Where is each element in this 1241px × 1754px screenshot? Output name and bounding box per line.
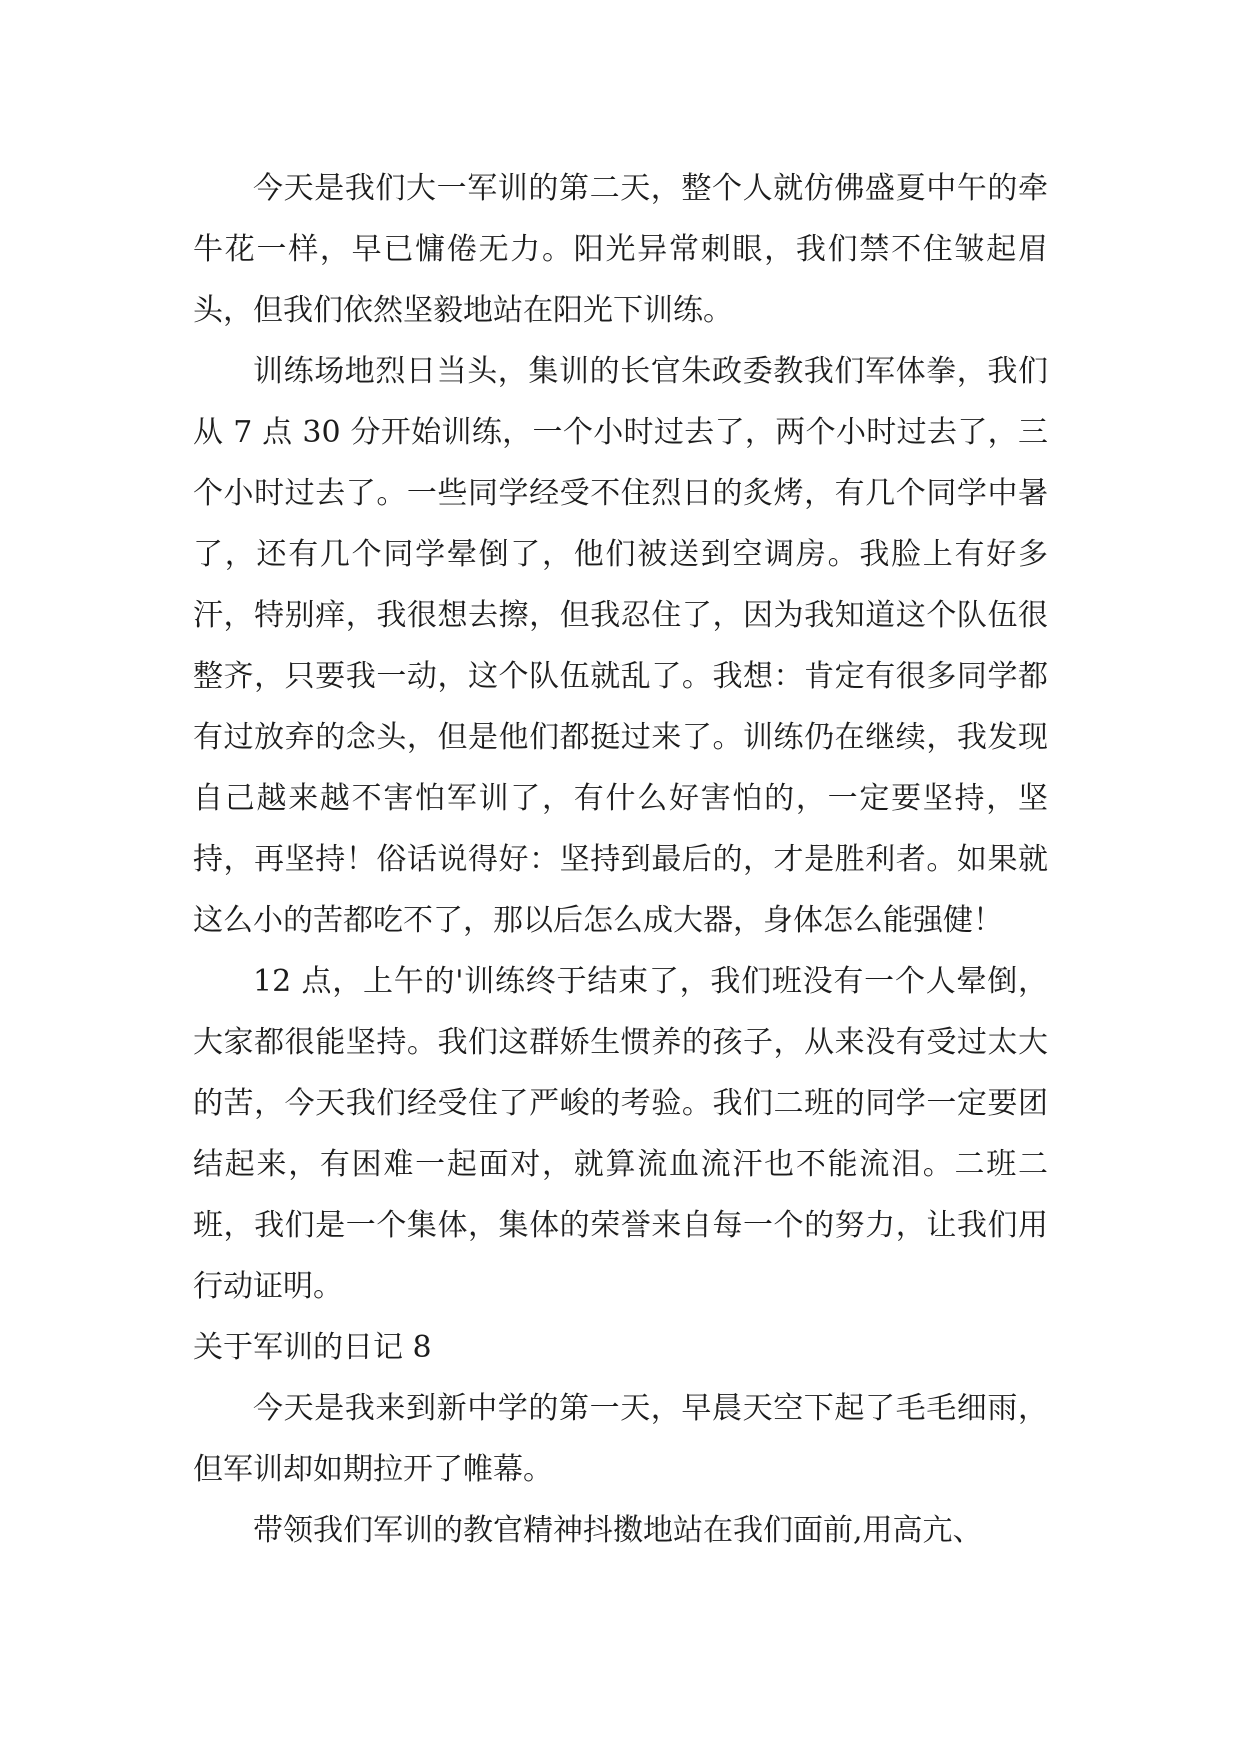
paragraph: 12 点，上午的'训练终于结束了，我们班没有一个人晕倒，大家都很能坚持。我们这群娇生惯养的孩子，从来没有受过太大的苦，今天我们经受住了严峻的考验。我们二班的同学一定要团结起来，有困难一起面对，就算流血流汗也不能流泪。二班二班，我们是一个集体，集体的荣誉来自每一个的努力，让我们用行动证明。 bbox=[193, 964, 1048, 1304]
paragraph: 训练场地烈日当头，集训的长官朱政委教我们军体拳，我们从 7 点 30 分开始训练，一个小时过去了，两个小时过去了，三个小时过去了。一些同学经受不住烈日的炙烤，有几个同学中暑了，还有几个同学晕倒了，他们被送到空调房。我脸上有好多汗，特别痒，我很想去擦，但我忍住了，因为我知道这个队伍很整齐，只要我一动，这个队伍就乱了。我想：肯定有很多同学都有过放弃的念头，但是他们都挺过来了。训练仍在继续，我发现自己越来越不害怕军训了，有什么好害怕的，一定要坚持，坚持，再坚持！俗话说得好：坚持到最后的，才是胜利者。如果就这么小的苦都吃不了，那以后怎么成大器，身体怎么能强健！ bbox=[193, 354, 1048, 938]
paragraph: 带领我们军训的教官精神抖擞地站在我们面前,用高亢、 bbox=[253, 1513, 983, 1548]
paragraph: 今天是我们大一军训的第二天，整个人就仿佛盛夏中午的牵牛花一样，早已慵倦无力。阳光异常刺眼，我们禁不住皱起眉头，但我们依然坚毅地站在阳光下训练。 bbox=[193, 171, 1048, 328]
paragraph: 今天是我来到新中学的第一天，早晨天空下起了毛毛细雨，但军训却如期拉开了帷幕。 bbox=[193, 1391, 1048, 1487]
section-title: 关于军训的日记 8 bbox=[193, 1330, 432, 1365]
document-body bbox=[193, 158, 1048, 1561]
